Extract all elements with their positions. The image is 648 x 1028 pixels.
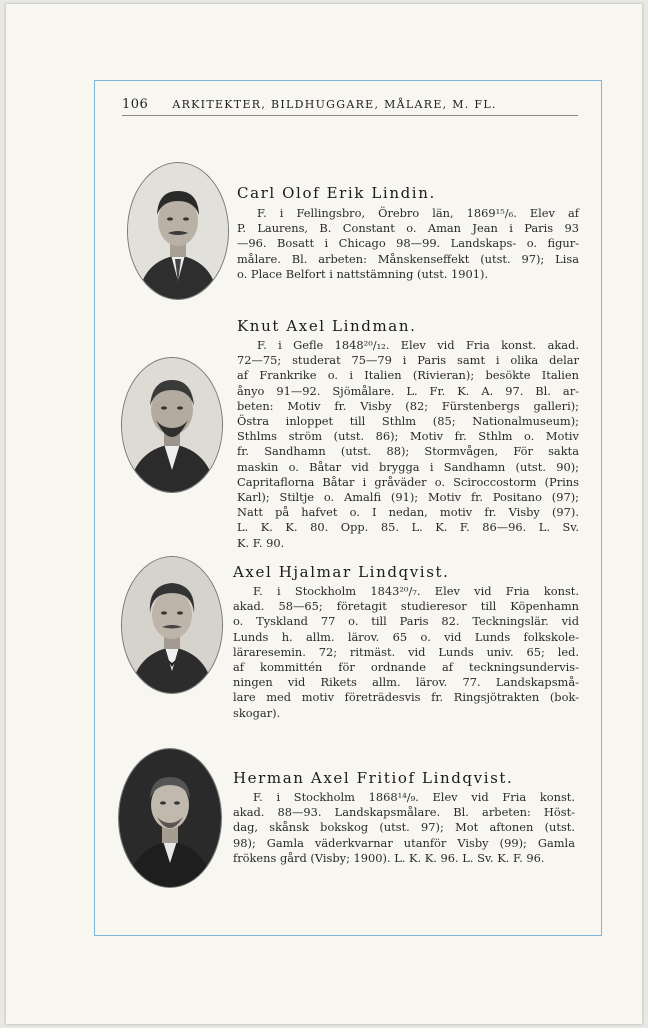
- running-header: [122, 97, 578, 116]
- bio-line: Sthlms ström (utst. 86); Motiv fr. Sthlm o. Motiv: [237, 429, 579, 444]
- bio-line: F. i Stockholm 1843²⁰/₇. Elev vid Fria konst.: [253, 584, 579, 598]
- bio-line: L. K. K. 80. Opp. 85. L. K. F. 86—96. L. Sv.: [237, 520, 579, 535]
- portrait-axel-hjalmar-lindqvist: [121, 556, 223, 694]
- entry-bio: [237, 206, 579, 282]
- bio-line: F. i Gefle 1848²⁰/₁₂. Elev vid Fria konst. akad.: [257, 338, 579, 352]
- bio-line: skogar).: [233, 705, 281, 720]
- bio-line: lare med motiv företrädesvis fr. Ringsjötrakten (bok-: [233, 690, 579, 705]
- portrait-herman-lindqvist: [118, 748, 222, 888]
- bio-line: af kommittén för ordnande af teckningsundervis-: [233, 660, 579, 675]
- bio-line: Capritaflorna Båtar i gråväder o. Sciroccostorm (Prins: [237, 474, 579, 489]
- entry-name: Herman Axel Fritiof Lindqvist.: [233, 769, 514, 787]
- bio-line: beten: Motiv fr. Visby (82; Fürstenbergs galleri);: [237, 398, 579, 413]
- portrait-image: [122, 358, 222, 492]
- bio-line: Karl); Stiltje o. Amalfi (91); Motiv fr. Positano (97);: [237, 490, 579, 505]
- entry-bio: [233, 584, 579, 721]
- bio-line: Östra inloppet till Sthlm (85; Nationalmuseum);: [237, 414, 579, 429]
- bio-line: K. F. 90.: [237, 535, 285, 550]
- bio-line: målare. Bl. arbeten: Månskenseffekt (utst. 97); Lisa: [237, 251, 579, 266]
- portrait-image: [122, 557, 222, 693]
- bio-line: ningen vid Rikets allm. lärov. 77. Landskapsmå-: [233, 675, 579, 690]
- bio-line: 72—75; studerat 75—79 i Paris samt i olika delar: [237, 353, 579, 368]
- portrait-image: [119, 749, 221, 887]
- bio-line: P. Laurens, B. Constant o. Aman Jean i Paris 93: [237, 221, 579, 236]
- bio-line: o. Tyskland 77 o. till Paris 82. Teckningslär. vid: [233, 614, 579, 629]
- bio-line: fr. Sandhamn (utst. 88); Stormvågen, För sakta: [237, 444, 579, 459]
- bio-line: 98); Gamla väderkvarnar utanför Visby (99); Gamla: [233, 835, 575, 850]
- bio-line: af Frankrike o. i Italien (Rivieran); besökte Italien: [237, 368, 579, 383]
- bio-line: akad. 58—65; företagit studieresor till Köpenhamn: [233, 599, 579, 614]
- entry-bio: [237, 338, 579, 551]
- entry-name: Axel Hjalmar Lindqvist.: [233, 563, 450, 581]
- entry-name: Knut Axel Lindman.: [237, 317, 417, 335]
- header-title: ARKITEKTER, BILDHUGGARE, MÅLARE, M. FL.: [172, 98, 497, 111]
- bio-line: F. i Fellingsbro, Örebro län, 1869¹⁵/₆. Elev af: [257, 206, 579, 220]
- portrait-carl-lindin: [127, 162, 229, 300]
- bio-line: F. i Stockholm 1868¹⁴/₉. Elev vid Fria konst.: [253, 790, 575, 804]
- entry-name: Carl Olof Erik Lindin.: [237, 184, 436, 202]
- bio-line: —96. Bosatt i Chicago 98—99. Landskaps- o. figur-: [237, 236, 579, 251]
- bio-line: dag, skånsk bokskog (utst. 97); Mot aftonen (utst.: [233, 820, 575, 835]
- portrait-knut-lindman: [121, 357, 223, 493]
- bio-line: Natt på hafvet o. I nedan, motiv fr. Visby (97).: [237, 505, 579, 520]
- portrait-image: [128, 163, 228, 299]
- entry-bio: [233, 790, 575, 866]
- bio-line: maskin o. Båtar vid brygga i Sandhamn (utst. 90);: [237, 459, 579, 474]
- bio-line: frökens gård (Visby; 1900). L. K. K. 96. L. Sv. K. F. 96.: [233, 850, 545, 865]
- bio-line: Lunds h. allm. lärov. 65 o. vid Lunds folkskole-: [233, 629, 579, 644]
- bio-line: akad. 88—93. Landskapsmålare. Bl. arbeten: Höst-: [233, 805, 575, 820]
- bio-line: ånyo 91—92. Sjömålare. L. Fr. K. A. 97. Bl. ar-: [237, 383, 579, 398]
- page-number: 106: [122, 97, 149, 112]
- bio-line: o. Place Belfort i nattstämning (utst. 1901).: [237, 266, 489, 281]
- bio-line: läraresemin. 72; ritmäst. vid Lunds univ. 65; led.: [233, 644, 579, 659]
